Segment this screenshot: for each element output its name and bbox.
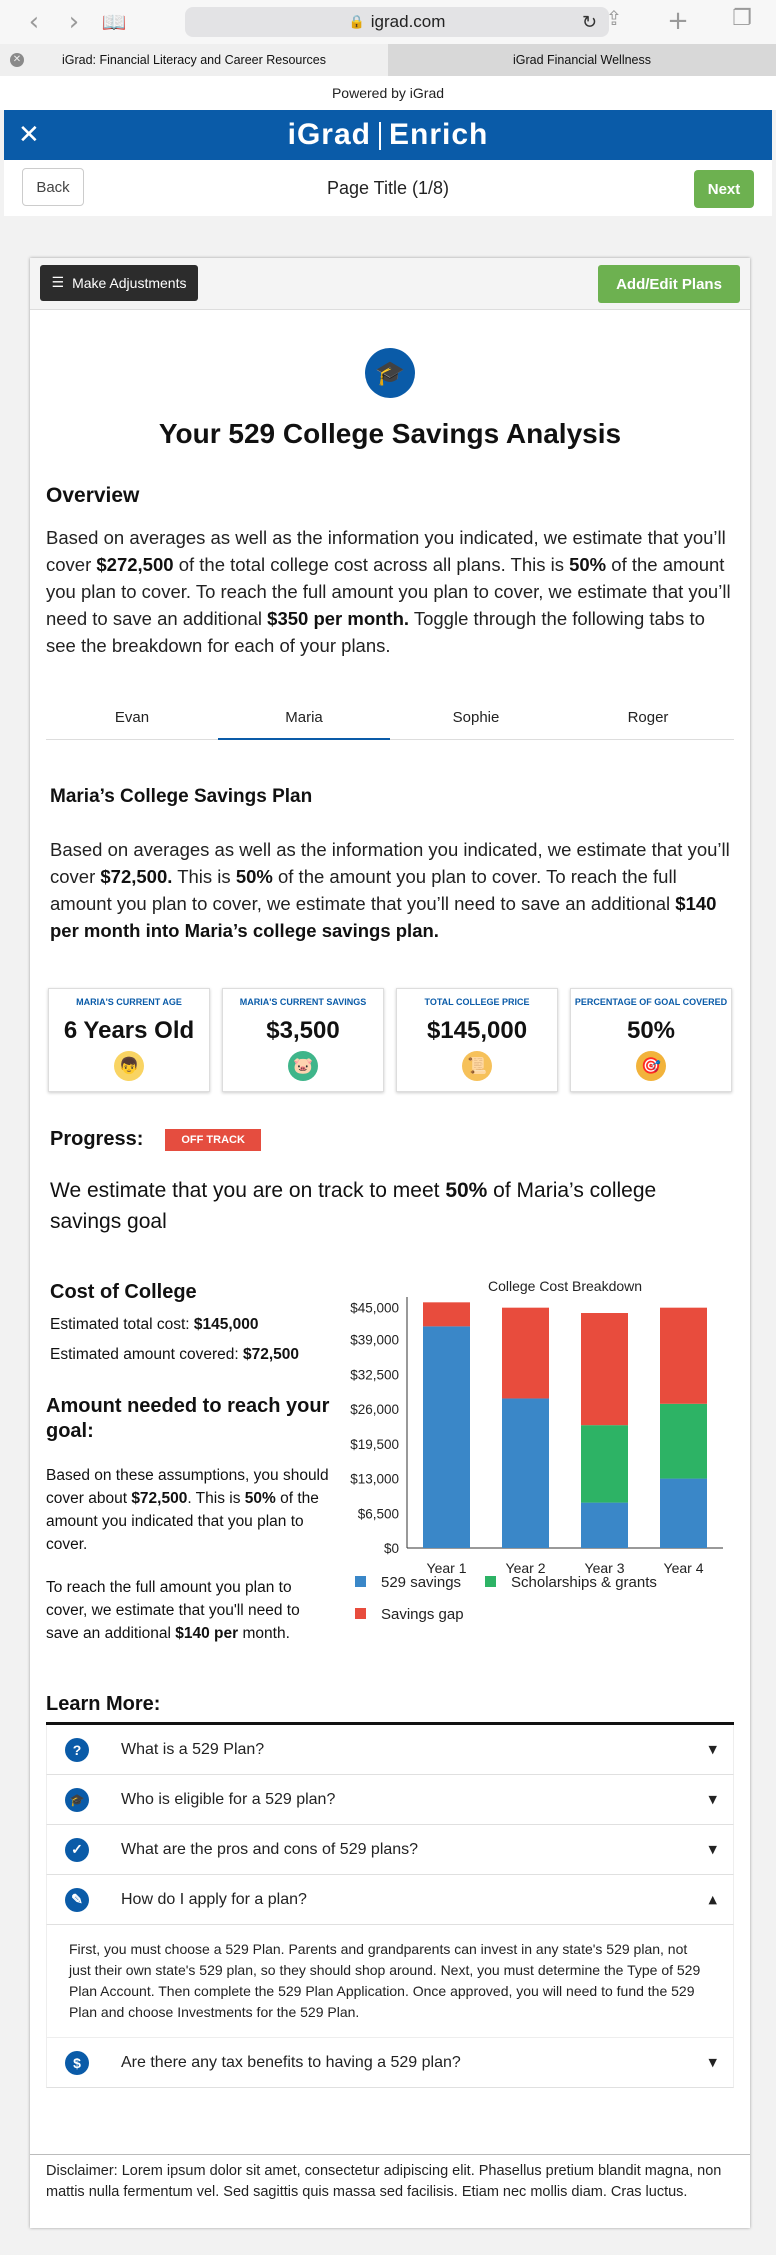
legend-swatch	[355, 1576, 366, 1587]
save-additional-text: To reach the full amount you plan to cover, we estimate that you'll need to save an additional $140 per month.	[46, 1579, 300, 1642]
address-bar[interactable]	[185, 7, 609, 37]
chevron-down-icon: ▼	[708, 1843, 717, 1856]
x-tick-label: Year 3	[584, 1560, 625, 1576]
browser-toolbar	[0, 0, 776, 44]
graduation-cap-icon: 🎓	[65, 1788, 89, 1812]
chart-svg	[335, 1265, 735, 1625]
lock-icon: 🔒	[348, 14, 365, 29]
page-title: Page Title (1/8)	[326, 177, 450, 198]
y-tick-label: $26,000	[350, 1402, 399, 1418]
legend-swatch	[485, 1576, 496, 1587]
chevron-down-icon: ▼	[708, 1793, 717, 1806]
faq-item-tax-benefits[interactable]	[46, 2038, 734, 2088]
chevron-up-icon: ▲	[708, 1893, 717, 1906]
learn-more-heading: Learn More:	[46, 1693, 734, 1725]
powered-by: Powered by iGrad	[0, 76, 776, 110]
back-button[interactable]: Back	[22, 168, 84, 206]
y-tick-label: $6,500	[357, 1506, 399, 1522]
overview-heading: Overview	[46, 484, 140, 507]
stat-current-savings: MARIA'S CURRENT SAVINGS $3,500 🐷	[222, 988, 384, 1092]
x-tick-label: Year 1	[426, 1560, 467, 1576]
stat-total-price: TOTAL COLLEGE PRICE $145,000 📜	[396, 988, 558, 1092]
legend-label: 529 savings	[381, 1574, 462, 1591]
forward-arrow-icon[interactable]: ›	[68, 7, 80, 37]
graduation-cap-icon: 🎓	[365, 348, 415, 398]
browser-tab-label: iGrad Financial Wellness	[512, 53, 652, 67]
chevron-down-icon: ▼	[708, 1743, 717, 1756]
estimated-amount-covered: Estimated amount covered: $72,500	[50, 1346, 300, 1363]
browser-tab-2[interactable]	[388, 44, 776, 76]
share-icon[interactable]: ⇪	[605, 6, 623, 30]
stat-goal-covered: PERCENTAGE OF GOAL COVERED 50% 🎯	[570, 988, 732, 1092]
bar-savings-gap	[502, 1308, 549, 1399]
faq-item-pros-cons[interactable]	[46, 1825, 734, 1875]
progress-text: We estimate that you are on track to meet 50% of Maria’s college savings goal	[50, 1179, 657, 1233]
bar-savings-gap	[581, 1313, 628, 1425]
document-icon: $	[65, 2051, 89, 2075]
close-tab-icon[interactable]: ✕	[10, 53, 24, 67]
assumptions-text: Based on these assumptions, you should cover about $72,500. This is 50% of the amount you indicated that you plan to cover.	[46, 1467, 329, 1553]
edit-document-icon: ✎	[65, 1888, 89, 1912]
y-tick-label: $0	[383, 1541, 399, 1556]
faq-question: Are there any tax benefits to having a 529 plan?	[121, 2053, 461, 2071]
estimated-total-cost: Estimated total cost: $145,000	[50, 1316, 259, 1333]
logo-right: Enrich	[389, 118, 489, 151]
make-adjustments-button[interactable]	[40, 265, 198, 301]
faq-question: How do I apply for a plan?	[121, 1890, 307, 1908]
faq-list	[46, 1725, 734, 2088]
diploma-icon: 📜	[462, 1051, 492, 1081]
reload-icon[interactable]: ↻	[581, 11, 597, 33]
bar-scholarships-grants	[581, 1425, 628, 1502]
y-tick-label: $19,500	[350, 1436, 399, 1452]
stats-row	[48, 988, 732, 1092]
plan-tabs	[46, 699, 734, 740]
disclaimer: Disclaimer: Lorem ipsum dolor sit amet, consectetur adipiscing elit. Phasellus pretium blandit magna, non mattis nulla fermentum vel. Sed sagittis quis massa sed facilisis. Etiam nec mollis diam. Cras luctus.	[30, 2154, 750, 2228]
faq-question: Who is eligible for a 529 plan?	[121, 1790, 336, 1808]
igrad-enrich-logo	[288, 118, 489, 152]
tab-evan[interactable]: Evan	[114, 709, 150, 726]
bar-529-savings	[660, 1479, 707, 1548]
progress-row	[50, 1128, 730, 1151]
tab-maria[interactable]: Maria	[218, 699, 390, 740]
logo-left: iGrad	[287, 118, 371, 151]
faq-question: What are the pros and cons of 529 plans?	[121, 1840, 419, 1858]
piggy-bank-icon: 🐷	[288, 1051, 318, 1081]
analysis-title: Your 529 College Savings Analysis	[158, 418, 622, 449]
sliders-icon: ☰	[51, 275, 65, 291]
question-icon: ?	[65, 1738, 89, 1762]
stat-current-age: MARIA'S CURRENT AGE 6 Years Old 👦	[48, 988, 210, 1092]
overview-text: Based on averages as well as the information you indicated, we estimate that you’ll cover $272,500 of the total college cost across all plans. This is 50% of the amount you plan to cover. To reach the full amount you plan to cover, we estimate that you’ll need to save an additional $350 per month. Toggle through the following tabs to see the breakdown for each of your plans.	[46, 527, 731, 656]
bar-529-savings	[581, 1503, 628, 1548]
faq-item-eligibility[interactable]	[46, 1775, 734, 1825]
target-icon: 🎯	[636, 1051, 666, 1081]
new-tab-icon[interactable]: +	[667, 6, 689, 36]
progress-label: Progress:	[50, 1128, 144, 1150]
child-icon: 👦	[114, 1051, 144, 1081]
legend-label: Scholarships & grants	[511, 1574, 657, 1591]
bar-529-savings	[423, 1326, 470, 1548]
college-cost-chart	[335, 1265, 735, 1625]
faq-item-how-to-apply[interactable]	[46, 1875, 734, 1925]
make-adjustments-label: Make Adjustments	[72, 275, 187, 291]
brand-header	[4, 110, 772, 160]
plan-text: Based on averages as well as the information you indicated, we estimate that you’ll cover $72,500. This is 50% of the amount you plan to cover. To reach the full amount you plan to cover, we estimate that you’ll need to save an additional $140 per month into Maria’s college savings plan.	[50, 839, 730, 941]
close-icon[interactable]: ✕	[18, 120, 40, 150]
amount-needed-heading: Amount needed to reach your goal:	[46, 1395, 330, 1442]
faq-item-what-is-529[interactable]	[46, 1725, 734, 1775]
next-button[interactable]: Next	[694, 170, 754, 208]
check-icon: ✓	[65, 1838, 89, 1862]
bar-savings-gap	[423, 1302, 470, 1326]
back-arrow-icon[interactable]: ‹	[28, 7, 40, 37]
card-toolbar	[30, 258, 750, 310]
analysis-card	[30, 258, 750, 2228]
tab-sophie[interactable]: Sophie	[452, 709, 500, 726]
faq-answer: First, you must choose a 529 Plan. Parents and grandparents can invest in any state's 529 plan, not just their own state's 529 plan, so they should shop around. Next, you must determine the Type of 529 Plan Account. Then complete the 529 Plan Application. Once approved, you will need to fund the 529 Plan and choose Investments for the 529 Plan.	[46, 1925, 734, 2038]
y-tick-label: $39,000	[350, 1332, 399, 1348]
status-badge: OFF TRACK	[165, 1129, 261, 1151]
url-text: igrad.com	[370, 12, 446, 31]
browser-tab-1[interactable]	[0, 44, 388, 76]
y-tick-label: $45,000	[350, 1300, 399, 1316]
tab-roger[interactable]: Roger	[627, 709, 669, 726]
add-edit-plans-button[interactable]: Add/Edit Plans	[598, 265, 740, 303]
cost-heading: Cost of College	[50, 1281, 197, 1303]
x-tick-label: Year 4	[663, 1560, 704, 1576]
browser-tab-label: iGrad: Financial Literacy and Career Resources	[61, 53, 326, 67]
bookmarks-icon[interactable]: 📖	[101, 10, 127, 34]
bar-scholarships-grants	[660, 1404, 707, 1479]
chart-title: College Cost Breakdown	[487, 1278, 643, 1294]
browser-tabs	[0, 44, 776, 76]
x-tick-label: Year 2	[505, 1560, 546, 1576]
bar-savings-gap	[660, 1308, 707, 1404]
bar-529-savings	[502, 1398, 549, 1548]
chevron-down-icon: ▼	[708, 2056, 717, 2069]
tabs-overview-icon[interactable]: ❐	[732, 6, 752, 31]
legend-label: Savings gap	[381, 1606, 464, 1623]
legend-swatch	[355, 1608, 366, 1619]
y-tick-label: $32,500	[350, 1367, 399, 1383]
faq-question: What is a 529 Plan?	[121, 1740, 265, 1758]
plan-heading: Maria’s College Savings Plan	[50, 786, 313, 807]
y-tick-label: $13,000	[350, 1471, 399, 1487]
page-navigation	[4, 160, 772, 216]
